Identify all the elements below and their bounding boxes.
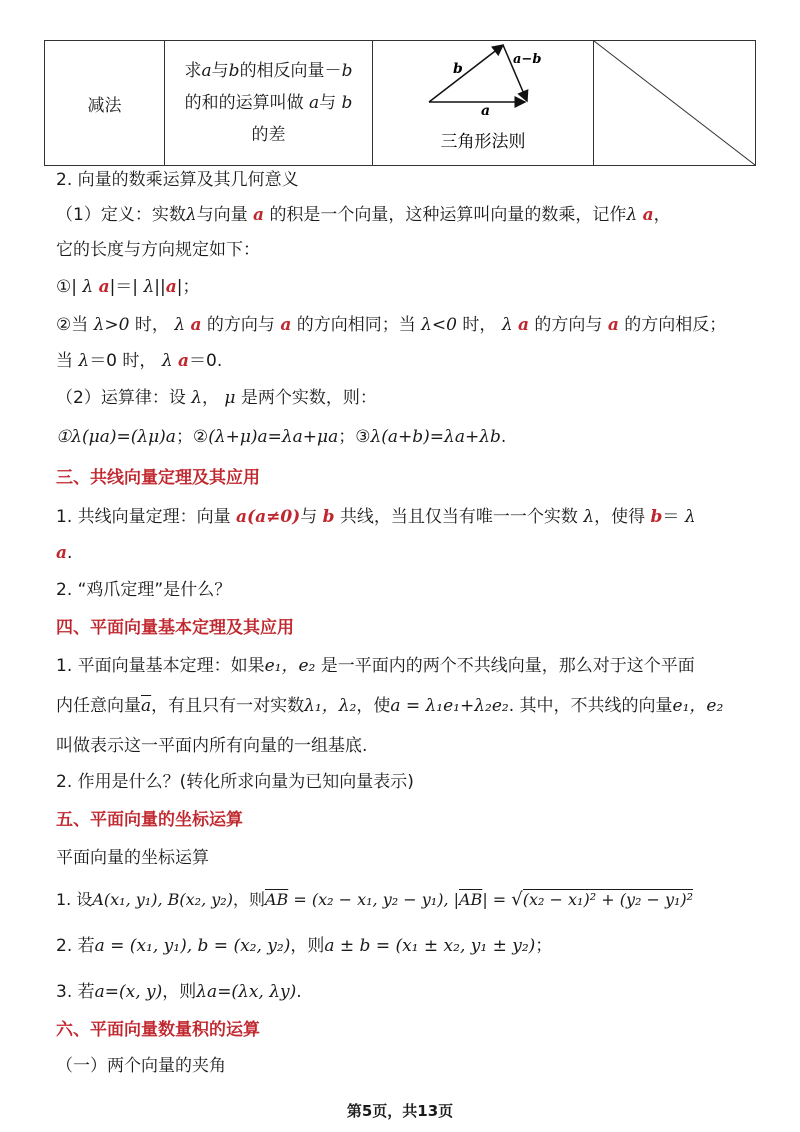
sec4-theorem-line-3: 叫做表示这一平面内所有向量的一组基底.	[56, 736, 368, 756]
label-b: b	[453, 61, 463, 77]
operation-name: 减法	[87, 95, 122, 116]
definition-line-3: 的差	[251, 125, 286, 145]
empty-cell	[594, 41, 756, 166]
sec2-definition-line-1: （1）定义：实数λ与向量 a 的积是一个向量，这种运算叫向量的数乘，记作λ a，	[56, 205, 671, 225]
sec5-subtitle: 平面向量的坐标运算	[56, 848, 209, 868]
sec3-theorem-line-1: 1. 共线向量定理：向量 a(a≠0)与 b 共线，当且仅当有唯一一个实数 λ，使得 b＝ λ	[56, 507, 696, 527]
page-number-footer: 第5页，共13页	[346, 1102, 454, 1120]
triangle-rule-label: 三角形法则	[440, 132, 526, 152]
sec2-item-1: ①| λ a|＝| λ||a|；	[56, 277, 200, 297]
sec2-law-intro: （2）运算律：设 λ， μ 是两个实数，则：	[56, 388, 377, 408]
sec2-title: 2. 向量的数乘运算及其几何意义	[56, 170, 299, 190]
definition-line-1: 求a与b的相反向量－b	[184, 61, 353, 81]
sec5-formula-2: 2. 若a = (x₁, y₁), b = (x₂, y₂)，则a ± b = (x₁ ± x₂, y₁ ± y₂)；	[56, 936, 553, 956]
vector-b-arrow	[429, 45, 503, 102]
label-a-minus-b: a−b	[513, 52, 542, 67]
sec4-theorem-line-2: 内任意向量$\overline{a}$，有且只有一对实数λ₁，λ₂，使a = λ₁e₁+λ₂e₂. 其中，不共线的向量e₁，e₂	[56, 696, 724, 716]
triangle-rule-diagram	[373, 41, 593, 165]
sec3-heading: 三、共线向量定理及其应用	[56, 468, 260, 488]
sec2-item-2: ②当 λ>0 时， λ a 的方向与 a 的方向相同；当 λ<0 时， λ a 的方向与 a 的方向相反；	[56, 315, 727, 335]
sec5-heading: 五、平面向量的坐标运算	[56, 810, 243, 830]
sqrt-symbol: √	[511, 889, 523, 910]
sec2-item-3: 当 λ＝0 时， λ a＝0.	[56, 351, 223, 371]
sec4-question-2: 2. 作用是什么？(转化所求向量为已知向量表示)	[56, 772, 414, 792]
sec3-theorem-line-2: a.	[56, 543, 73, 563]
sec4-theorem-line-1: 1. 平面向量基本定理：如果e₁，e₂ 是一平面内的两个不共线向量，那么对于这个平面	[56, 656, 695, 676]
label-a: a	[481, 103, 491, 119]
sec5-formula-3: 3. 若a=(x, y)，则λa=(λx, λy).	[56, 982, 302, 1002]
sec3-question-2: 2. “鸡爪定理”是什么？	[56, 580, 232, 600]
operation-name-cell	[45, 41, 165, 166]
sec2-definition-line-2: 它的长度与方向规定如下：	[56, 240, 260, 260]
diagram-cell	[373, 41, 594, 166]
sec2-law-formulas: ①λ(μa)=(λμ)a；②(λ+μ)a=λa+μa；③λ(a+b)=λa+λb.	[56, 427, 507, 447]
sec4-heading: 四、平面向量基本定理及其应用	[56, 618, 294, 638]
definition-cell	[165, 41, 373, 166]
vector-operations-table	[44, 40, 756, 166]
diagonal-line	[594, 41, 755, 165]
sec6-heading: 六、平面向量数量积的运算	[56, 1020, 260, 1040]
sec5-formula-1: 1. 设A(x₁, y₁), B(x₂, y₂)，则$\overline{AB} = (x_2 - x_1$, y₂ − y₁), $|\overline{AB}| = √(x_2 - x_1)^2 + (y_2 - y_1)^2$	[56, 889, 694, 910]
definition-line-2: 的和的运算叫做 a与 b	[184, 93, 353, 113]
sec6-subtitle: （一）两个向量的夹角	[56, 1056, 226, 1076]
